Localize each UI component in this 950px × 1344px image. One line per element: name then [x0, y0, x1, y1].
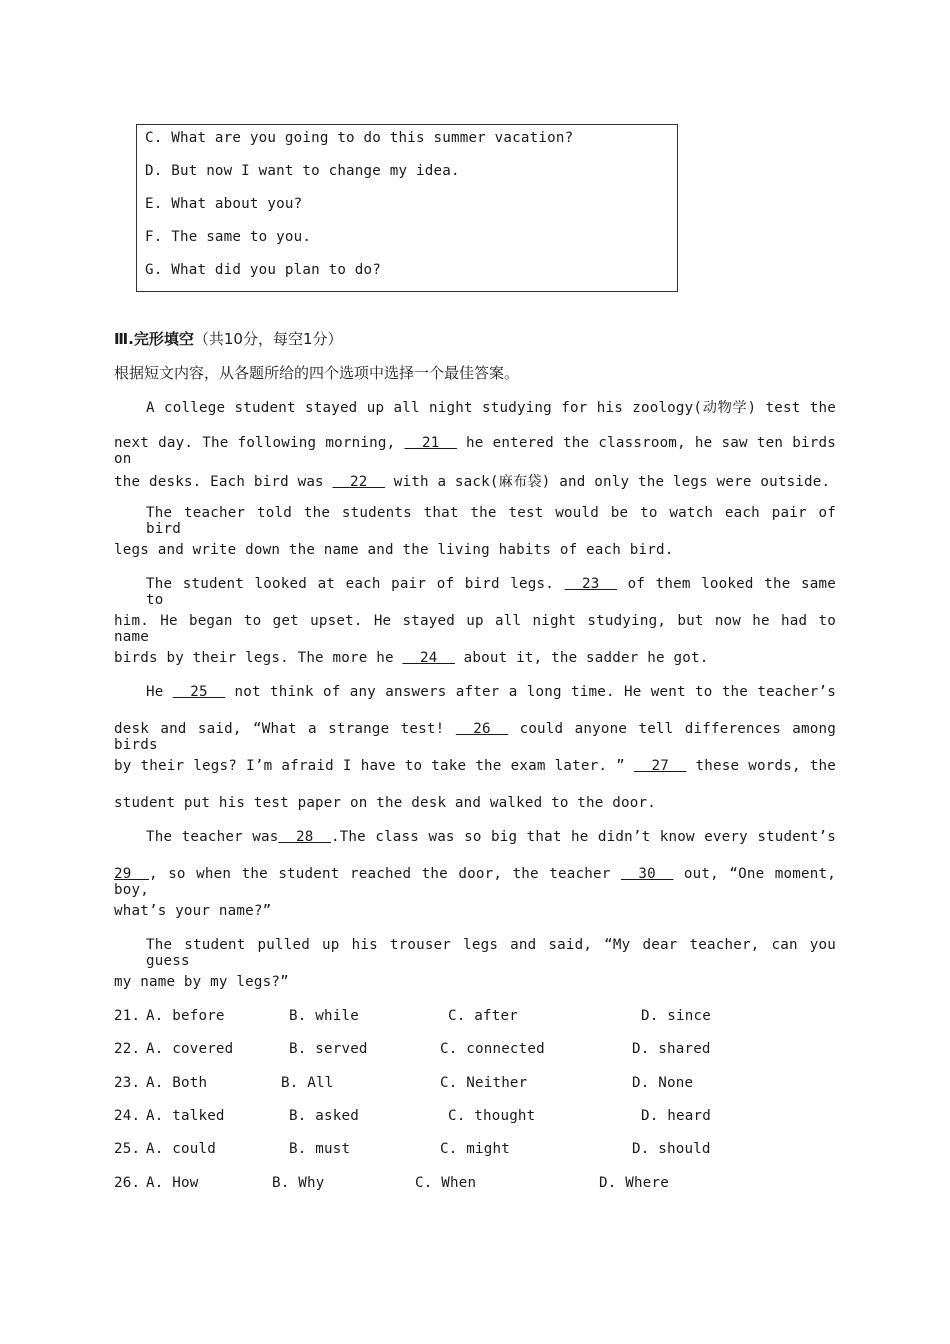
option-f: F. The same to you.	[145, 229, 312, 245]
option-c: C. What are you going to do this summer vacation?	[145, 130, 574, 146]
passage-line: legs and write down the name and the living habits of each bird.	[114, 542, 674, 558]
option-g: G. What did you plan to do?	[145, 262, 382, 278]
blank-26: 26	[455, 721, 509, 737]
blank-28: 28	[278, 829, 331, 845]
choice-a: A. before	[146, 1008, 225, 1024]
blank-22: 22	[332, 474, 385, 490]
question-number: 21.	[114, 1008, 141, 1024]
choice-b: B. must	[289, 1141, 351, 1157]
choice-d: D. None	[632, 1075, 694, 1091]
choice-c: C. might	[440, 1141, 510, 1157]
passage-line: next day. The following morning, 21 he entered the classroom, he saw ten birds on	[114, 435, 836, 467]
choice-b: B. while	[289, 1008, 359, 1024]
section-heading	[114, 328, 343, 349]
question-number: 26.	[114, 1175, 141, 1191]
choice-d: D. since	[641, 1008, 711, 1024]
choice-d: D. shared	[632, 1041, 711, 1057]
passage-line: by their legs? I’m afraid I have to take the exam later. ” 27 these words, the	[114, 758, 836, 774]
question-number: 23.	[114, 1075, 141, 1091]
question-number: 24.	[114, 1108, 141, 1124]
passage-line: 29 , so when the student reached the door, the teacher 30 out, “One moment, boy,	[114, 866, 836, 898]
choice-c: C. thought	[448, 1108, 536, 1124]
blank-27: 27	[633, 758, 687, 774]
passage-line: my name by my legs?”	[114, 974, 289, 990]
choice-a: A. could	[146, 1141, 216, 1157]
passage-line: the desks. Each bird was 22 with a sack(麻布袋) and only the legs were outside.	[114, 474, 831, 490]
section-score: （共10分，每空1分）	[193, 330, 343, 348]
passage-line: The teacher told the students that the test would be to watch each pair of bird	[146, 505, 836, 537]
choice-a: A. Both	[146, 1075, 208, 1091]
dialog-options-box	[136, 124, 678, 292]
passage-line: him. He began to get upset. He stayed up all night studying, but now he had to name	[114, 613, 836, 645]
choice-d: D. heard	[641, 1108, 711, 1124]
choice-a: A. covered	[146, 1041, 234, 1057]
choice-c: C. connected	[440, 1041, 545, 1057]
choice-b: B. Why	[272, 1175, 325, 1191]
choice-d: D. Where	[599, 1175, 669, 1191]
blank-24: 24	[402, 650, 455, 666]
choice-a: A. How	[146, 1175, 199, 1191]
blank-21: 21	[404, 435, 457, 451]
passage-line: A college student stayed up all night studying for his zoology(动物学) test the	[146, 400, 836, 416]
question-number: 25.	[114, 1141, 141, 1157]
passage-line: birds by their legs. The more he 24 about it, the sadder he got.	[114, 650, 709, 666]
choice-a: A. talked	[146, 1108, 225, 1124]
section-title: Ⅲ.完形填空	[114, 330, 194, 348]
passage-line: student put his test paper on the desk and walked to the door.	[114, 795, 656, 811]
blank-25: 25	[172, 684, 226, 700]
choice-c: C. Neither	[440, 1075, 528, 1091]
passage-line: The teacher was 28 .The class was so big that he didn’t know every student’s	[146, 829, 836, 845]
choice-c: C. When	[415, 1175, 477, 1191]
passage-line: what’s your name?”	[114, 903, 272, 919]
option-d: D. But now I want to change my idea.	[145, 163, 460, 179]
question-number: 22.	[114, 1041, 141, 1057]
passage-line: He 25 not think of any answers after a long time. He went to the teacher’s	[146, 684, 837, 700]
passage-line: desk and said, “What a strange test! 26 could anyone tell differences among birds	[114, 721, 836, 753]
choice-b: B. All	[281, 1075, 334, 1091]
blank-30: 30	[620, 866, 674, 882]
passage-line: The student looked at each pair of bird legs. 23 of them looked the same to	[146, 576, 836, 608]
choice-b: B. asked	[289, 1108, 359, 1124]
blank-23: 23	[564, 576, 618, 592]
blank-29: 29	[114, 866, 149, 882]
choice-c: C. after	[448, 1008, 518, 1024]
option-e: E. What about you?	[145, 196, 303, 212]
passage-line: The student pulled up his trouser legs and said, “My dear teacher, can you guess	[146, 937, 836, 969]
choice-d: D. should	[632, 1141, 711, 1157]
choice-b: B. served	[289, 1041, 368, 1057]
section-instruction: 根据短文内容，从各题所给的四个选项中选择一个最佳答案。	[114, 364, 520, 382]
